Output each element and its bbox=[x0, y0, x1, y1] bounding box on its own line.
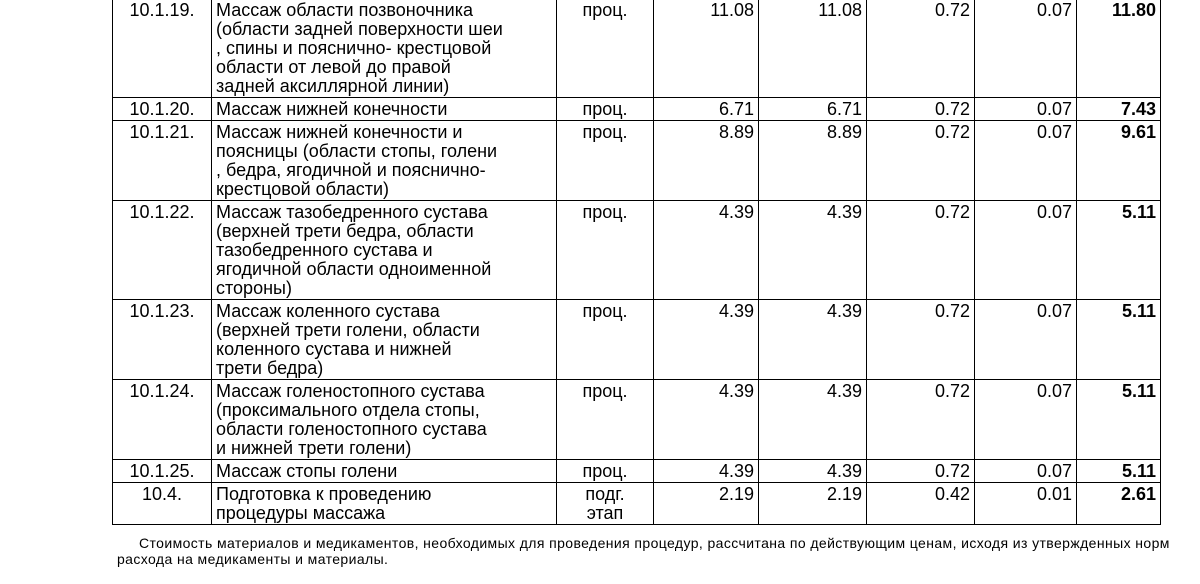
total-price: 5.11 bbox=[1121, 202, 1156, 222]
unit: проц. bbox=[582, 202, 628, 222]
value-4-cell bbox=[975, 201, 1077, 300]
value-4-cell bbox=[975, 460, 1077, 483]
value-1-cell bbox=[654, 98, 759, 121]
value-2: 11.08 bbox=[818, 0, 862, 20]
unit-cell bbox=[557, 300, 654, 380]
value-2-cell bbox=[759, 201, 867, 300]
price-table-body bbox=[113, 0, 1161, 525]
service-code: 10.1.19. bbox=[129, 0, 195, 20]
unit-cell bbox=[557, 380, 654, 460]
total-price: 5.11 bbox=[1121, 301, 1156, 321]
total-price-cell bbox=[1077, 98, 1161, 121]
value-3-cell bbox=[867, 380, 975, 460]
service-name: Массаж голеностопного сустава (проксимального отдела стопы, области голеностопного сустава и нижней трети голени) bbox=[216, 381, 487, 458]
table-row bbox=[113, 0, 1161, 98]
value-4: 0.07 bbox=[1036, 122, 1072, 142]
value-1: 4.39 bbox=[718, 202, 754, 222]
service-code-cell bbox=[113, 483, 212, 525]
value-1-cell bbox=[654, 380, 759, 460]
service-code-cell bbox=[113, 380, 212, 460]
unit-cell bbox=[557, 98, 654, 121]
table-row bbox=[113, 483, 1161, 525]
total-price: 11.80 bbox=[1111, 0, 1156, 20]
service-code: 10.4. bbox=[141, 484, 183, 504]
total-price: 9.61 bbox=[1120, 122, 1156, 142]
service-name-cell bbox=[212, 0, 557, 98]
service-name: Массаж нижней конечности bbox=[216, 99, 448, 119]
service-code: 10.1.23. bbox=[129, 301, 195, 321]
unit-cell bbox=[557, 201, 654, 300]
table-row bbox=[113, 121, 1161, 201]
value-1-cell bbox=[654, 483, 759, 525]
value-2-cell bbox=[759, 300, 867, 380]
value-4: 0.07 bbox=[1036, 461, 1072, 481]
value-1-cell bbox=[654, 300, 759, 380]
unit: проц. bbox=[582, 122, 628, 142]
unit: проц. bbox=[582, 301, 628, 321]
table-row bbox=[113, 380, 1161, 460]
value-4: 0.07 bbox=[1036, 381, 1072, 401]
total-price-cell bbox=[1077, 201, 1161, 300]
value-2: 4.39 bbox=[826, 301, 862, 321]
service-code: 10.1.21. bbox=[129, 122, 195, 142]
service-name-cell bbox=[212, 460, 557, 483]
total-price-cell bbox=[1077, 121, 1161, 201]
service-name-cell bbox=[212, 300, 557, 380]
table-row bbox=[113, 98, 1161, 121]
value-4: 0.07 bbox=[1036, 99, 1072, 119]
service-code-cell bbox=[113, 0, 212, 98]
table-row bbox=[113, 460, 1161, 483]
total-price: 5.11 bbox=[1121, 381, 1156, 401]
value-2-cell bbox=[759, 460, 867, 483]
unit-cell bbox=[557, 121, 654, 201]
total-price-cell bbox=[1077, 300, 1161, 380]
total-price: 2.61 bbox=[1120, 484, 1156, 504]
table-row bbox=[113, 201, 1161, 300]
service-code-cell bbox=[113, 460, 212, 483]
value-2: 4.39 bbox=[826, 202, 862, 222]
service-code: 10.1.20. bbox=[129, 99, 195, 119]
service-code: 10.1.22. bbox=[129, 202, 195, 222]
value-4-cell bbox=[975, 380, 1077, 460]
unit-cell bbox=[557, 460, 654, 483]
value-3: 0.72 bbox=[934, 202, 970, 222]
service-code-cell bbox=[113, 201, 212, 300]
unit-cell bbox=[557, 483, 654, 525]
value-2: 4.39 bbox=[826, 381, 862, 401]
unit-cell bbox=[557, 0, 654, 98]
price-table bbox=[112, 0, 1161, 525]
service-code-cell bbox=[113, 98, 212, 121]
value-3: 0.72 bbox=[934, 122, 970, 142]
value-3-cell bbox=[867, 0, 975, 98]
value-3: 0.72 bbox=[934, 99, 970, 119]
value-4: 0.07 bbox=[1036, 0, 1072, 20]
service-name: Массаж коленного сустава (верхней трети голени, области коленного сустава и нижней трети бедра) bbox=[216, 301, 480, 378]
total-price: 7.43 bbox=[1120, 99, 1156, 119]
total-price: 5.11 bbox=[1121, 461, 1156, 481]
service-name: Массаж области позвоночника (области задней поверхности шеи , спины и пояснично- крестцовой области от левой до правой задней аксиллярной линии) bbox=[216, 0, 503, 96]
value-4-cell bbox=[975, 98, 1077, 121]
unit: подг. этап bbox=[585, 484, 625, 523]
value-4: 0.01 bbox=[1036, 484, 1072, 504]
value-3-cell bbox=[867, 483, 975, 525]
value-3-cell bbox=[867, 98, 975, 121]
value-1: 2.19 bbox=[718, 484, 754, 504]
value-3-cell bbox=[867, 121, 975, 201]
value-4-cell bbox=[975, 121, 1077, 201]
service-code: 10.1.24. bbox=[129, 381, 195, 401]
value-1: 4.39 bbox=[718, 461, 754, 481]
value-2-cell bbox=[759, 98, 867, 121]
value-2: 2.19 bbox=[826, 484, 862, 504]
value-2: 8.89 bbox=[826, 122, 862, 142]
service-name: Массаж стопы голени bbox=[216, 461, 398, 481]
value-1-cell bbox=[654, 201, 759, 300]
service-name-cell bbox=[212, 380, 557, 460]
value-4-cell bbox=[975, 300, 1077, 380]
value-3: 0.72 bbox=[934, 301, 970, 321]
service-code-cell bbox=[113, 121, 212, 201]
value-1-cell bbox=[654, 460, 759, 483]
unit: проц. bbox=[582, 381, 628, 401]
value-4: 0.07 bbox=[1036, 202, 1072, 222]
value-1-cell bbox=[654, 0, 759, 98]
value-3: 0.72 bbox=[934, 461, 970, 481]
total-price-cell bbox=[1077, 483, 1161, 525]
value-1: 6.71 bbox=[718, 99, 754, 119]
value-3-cell bbox=[867, 201, 975, 300]
service-name-cell bbox=[212, 121, 557, 201]
service-code: 10.1.25. bbox=[129, 461, 195, 481]
value-1: 8.89 bbox=[718, 122, 754, 142]
total-price-cell bbox=[1077, 0, 1161, 98]
service-name: Подготовка к проведению процедуры массажа bbox=[216, 484, 432, 523]
value-3: 0.72 bbox=[934, 0, 970, 20]
service-name-cell bbox=[212, 98, 557, 121]
unit: проц. bbox=[582, 99, 628, 119]
total-price-cell bbox=[1077, 460, 1161, 483]
total-price-cell bbox=[1077, 380, 1161, 460]
value-4-cell bbox=[975, 483, 1077, 525]
unit: проц. bbox=[582, 461, 628, 481]
value-4: 0.07 bbox=[1036, 301, 1072, 321]
service-name: Массаж нижней конечности и поясницы (области стопы, голени , бедра, ягодичной и пояснично- крестцовой области) bbox=[216, 122, 498, 199]
value-2-cell bbox=[759, 483, 867, 525]
value-1: 11.08 bbox=[710, 0, 754, 20]
unit: проц. bbox=[582, 0, 628, 20]
service-name-cell bbox=[212, 201, 557, 300]
value-2-cell bbox=[759, 121, 867, 201]
value-3-cell bbox=[867, 460, 975, 483]
value-1-cell bbox=[654, 121, 759, 201]
value-3: 0.72 bbox=[934, 381, 970, 401]
value-2-cell bbox=[759, 380, 867, 460]
service-code-cell bbox=[113, 300, 212, 380]
value-2: 4.39 bbox=[826, 461, 862, 481]
value-2-cell bbox=[759, 0, 867, 98]
value-1: 4.39 bbox=[718, 381, 754, 401]
service-name: Массаж тазобедренного сустава (верхней трети бедра, области тазобедренного сустава и ягодичной области одноименной стороны) bbox=[216, 202, 492, 298]
footnote: Стоимость материалов и медикаментов, необходимых для проведения процедур, рассчитана по действующим ценам, исходя из утвержденных норм расхода на медикаменты и материалы. bbox=[117, 535, 1170, 567]
value-4-cell bbox=[975, 0, 1077, 98]
value-2: 6.71 bbox=[826, 99, 862, 119]
value-3: 0.42 bbox=[934, 484, 970, 504]
value-1: 4.39 bbox=[718, 301, 754, 321]
service-name-cell bbox=[212, 483, 557, 525]
table-row bbox=[113, 300, 1161, 380]
value-3-cell bbox=[867, 300, 975, 380]
